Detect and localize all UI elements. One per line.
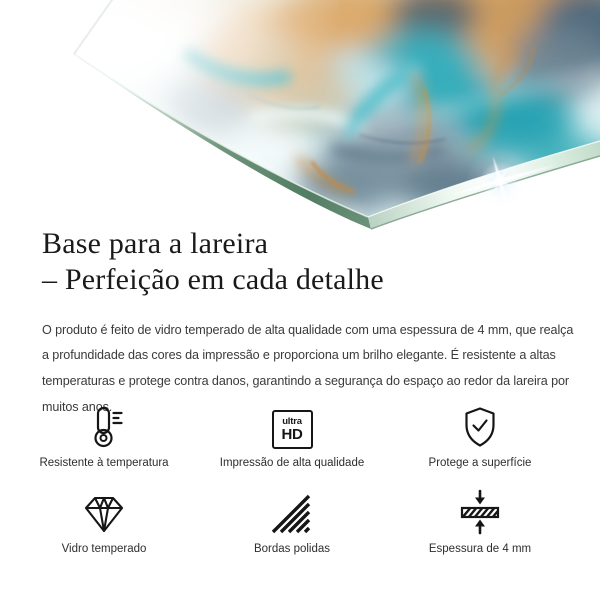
page-title-line1: Base para a lareira (42, 227, 269, 260)
ultra-hd-top-text: ultra (282, 416, 302, 427)
feature-label: Impressão de alta qualidade (219, 457, 365, 469)
feature-grid (10, 401, 590, 555)
page-title (42, 226, 562, 298)
feature-label: Espessura de 4 mm (428, 543, 532, 555)
ultra-hd-icon (272, 401, 313, 449)
feature-label: Bordas polidas (253, 543, 331, 555)
page-title-line2: – Perfeição em cada detalhe (42, 263, 384, 296)
feature-label: Protege a superfície (428, 457, 532, 469)
product-description: O produto é feito de vidro temperado de alta qualidade com uma espessura de 4 mm, que realça a profundidade das cores da impressão e proporciona um brilho elegante. É resistente a altas temperaturas e protege contra danos, garantindo a segurança do espaço ao redor da lareira por muitos anos. (42, 322, 574, 414)
feature-label: Resistente à temperatura (39, 457, 169, 469)
feature-print-quality (198, 401, 386, 469)
product-photo (0, 0, 600, 232)
shield-check-icon (459, 401, 501, 449)
polished-edges-icon (270, 487, 314, 535)
feature-protection (386, 401, 574, 469)
thermometer-icon (82, 401, 126, 449)
ultra-hd-bottom-text: HD (281, 426, 303, 443)
feature-temperature (10, 401, 198, 469)
feature-label: Vidro temperado (61, 543, 147, 555)
feature-polished-edges (198, 487, 386, 555)
diamond-icon (81, 487, 127, 535)
feature-thickness (386, 487, 574, 555)
thickness-icon (458, 487, 502, 535)
feature-tempered-glass (10, 487, 198, 555)
